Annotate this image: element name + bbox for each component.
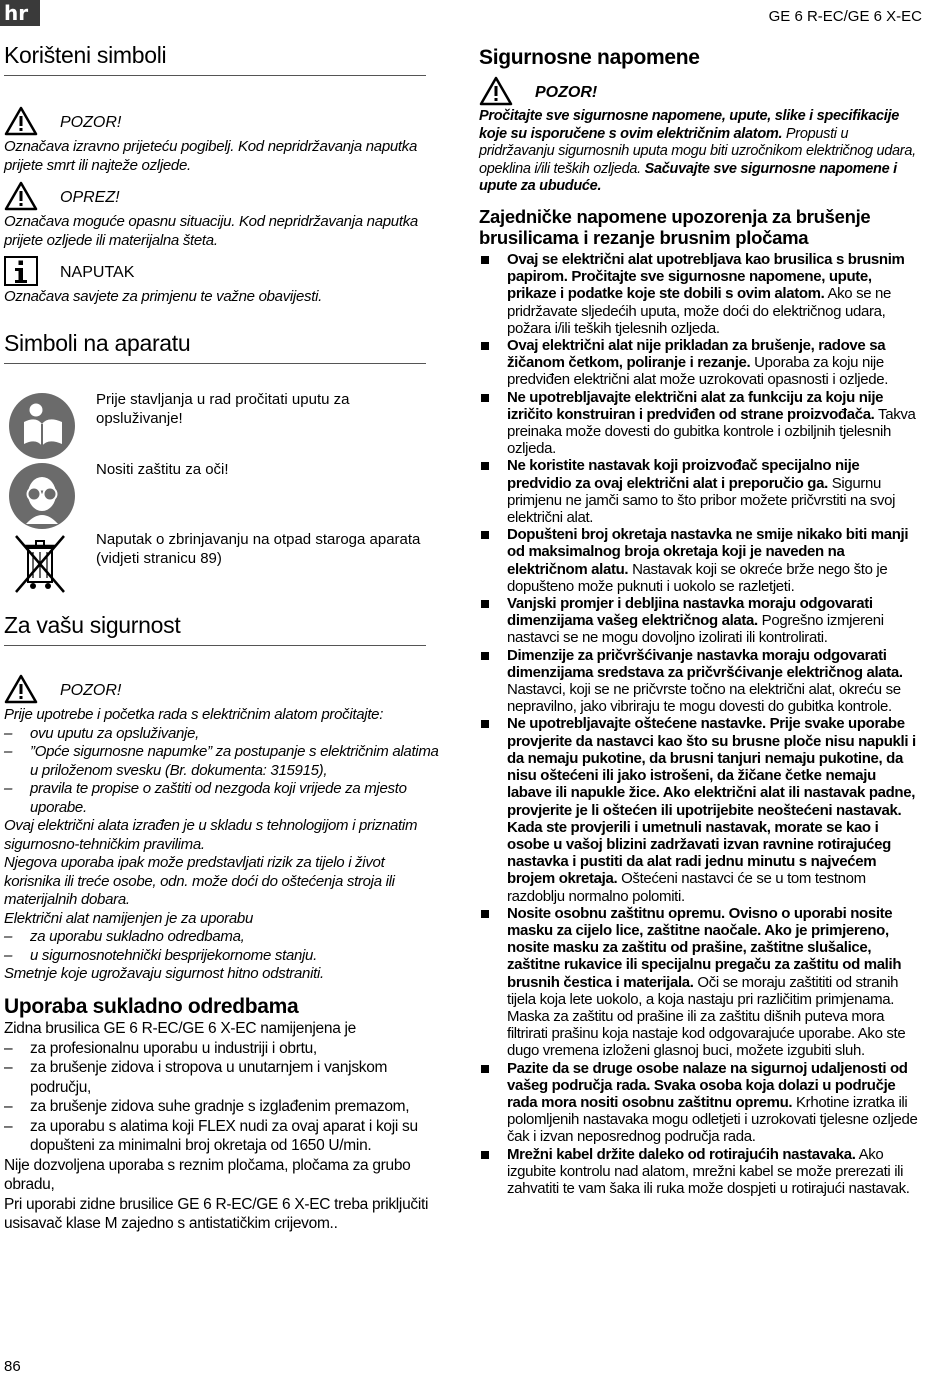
safety-item: – ovu uputu za opsluživanje,	[4, 725, 442, 744]
safety-notes-warning	[479, 78, 919, 196]
usage-section	[4, 995, 442, 1234]
eye-protection-text: Nositi zaštitu za oči!	[96, 461, 229, 478]
eye-protection-icon	[8, 462, 76, 535]
naputak-label: NAPUTAK	[60, 264, 135, 281]
page-number: 86	[4, 1358, 21, 1375]
warning-item: Mrežni kabel držite daleko od rotirajućih nastavaka. Ako izgubite kontrolu nad alatom, mrežni kabel se može prerezati ili zahvatiti te vam šaka ili ruka može dospjeti u rotirajući nastavak.	[479, 1146, 919, 1198]
oprez-symbol-block	[4, 183, 424, 250]
model-header: GE 6 R-EC/GE 6 X-EC	[768, 8, 922, 25]
warning-paragraph: Pročitajte sve sigurnosne napomene, upute, slike i specifikacije koje su isporučene s ovim električnim alatom. Propusti u pridržavanju sigurnosnih uputa mogu biti uzročnikom električnog udara, opeklina i/ili teških ozljeda. Sačuvajte sve sigurnosne napomene i upute za ubuduće.	[479, 108, 916, 194]
usage-item: – za brušenje zidova i stropova u unutarnjem i vanjskom području,	[4, 1058, 442, 1097]
warning-item: Dimenzije za pričvršćivanje nastavka moraju odgovarati dimenzijama sredstava za pričvršćivanje električnog alata. Nastavci, koji se ne pričvrste točno na električni alat, okreću se nepravilno, jako vibriraju te mogu dovesti do gubitka kontrole.	[479, 647, 919, 716]
usage-intro: Zidna brusilica GE 6 R-EC/GE 6 X-EC namijenjena je	[4, 1020, 356, 1037]
pozor-symbol-block	[4, 108, 424, 175]
disposal-text: Naputak o zbrinjavanju na otpad staroga aparata (vidjeti stranicu 89)	[96, 531, 421, 567]
naputak-symbol-block	[4, 258, 424, 307]
safety-item: – za uporabu sukladno odredbama,	[4, 928, 442, 947]
oprez-text: Označava moguće opasnu situaciju. Kod nepridržavanja naputka prijete ozljede ili materijalna šteta.	[4, 213, 418, 249]
info-icon	[4, 256, 38, 291]
safety-item: – u sigurnosnotehnički besprijekornome stanju.	[4, 947, 442, 966]
safety-notes-title: Sigurnosne napomene	[479, 46, 700, 69]
warning-triangle-icon	[4, 106, 38, 141]
safety-pozor-label: POZOR!	[60, 682, 122, 699]
pozor-label: POZOR!	[60, 114, 122, 131]
safety-para: Smetnje koje ugrožavaju sigurnost hitno odstraniti.	[4, 965, 324, 982]
safety-title: Za vašu sigurnost	[4, 612, 426, 646]
safety-intro: Prije upotrebe i početka rada s električnim alatom pročitajte:	[4, 706, 384, 723]
warning-item: Dopušteni broj okretaja nastavka ne smije nikako biti manji od maksimalnog broja okretaja koji je naveden na električnom alatu. Nastavak koji se okreće brže nego što je dopušteno može puknuti i uokolo se razletjeti.	[479, 526, 919, 595]
warnings-list	[479, 251, 919, 1197]
usage-title: Uporaba sukladno odredbama	[4, 995, 299, 1018]
naputak-text: Označava savjete za primjenu te važne obavijesti.	[4, 288, 322, 305]
pozor-text: Označava izravno prijeteću pogibelj. Kod nepridržavanja naputka prijete smrt ili najteže ozljede.	[4, 138, 418, 174]
caution-triangle-icon	[4, 181, 38, 216]
usage-item: – za uporabu s alatima koji FLEX nudi za ovaj aparat i koji su dopušteni za minimalni broj okretaja od 1650 U/min.	[4, 1117, 442, 1156]
right-pozor-label: POZOR!	[535, 84, 598, 101]
warning-item: Nosite osobnu zaštitnu opremu. Ovisno o uporabi nosite masku za cijelo lice, zaštitne naočale. Ako je primjereno, nosite masku za zaštitu od prašine, zaštitne slušalice, zaštitne rukavice ili specijalnu pregaču za zaštitu od malih brusnih čestica i materijala. Oči se moraju zaštititi od stranih tijela koja lete uokolo, a koja nastaju pri različitim primjenama. Maska za zaštitu od prašine ili za zaštitu dišnih puteva mora filtrirati prašinu koja nastaje kod odgovarajuće uporabe. Ako ste dugo vremena izloženi glasnoj buci, možete izgubiti sluh.	[479, 905, 919, 1060]
safety-section	[4, 676, 442, 984]
read-manual-icon	[8, 392, 76, 465]
usage-para: Pri uporabi zidne brusilice GE 6 R-EC/GE 6 X-EC treba priključiti usisavač klase M zajedno s antistatičkim crijevom..	[4, 1195, 429, 1232]
safety-para: Njegova uporaba ipak može predstavljati rizik za tijelo i život korisnika ili treće osobe, odn. može doći do oštećenja stroja ili materijalnih dobara.	[4, 854, 395, 908]
device-symbols-title: Simboli na aparatu	[4, 330, 426, 364]
usage-item: – za profesionalnu uporabu u industriji i obrtu,	[4, 1039, 442, 1059]
safety-para: Električni alat namijenjen je za uporabu	[4, 909, 253, 927]
warning-item: Ne koristite nastavak koji proizvođač specijalno nije predvidio za ovaj električni alat i preporučio ga. Sigurnu primjenu ne jamči samo to što pribor možete pričvrstiti na svoj električni alat.	[479, 457, 919, 526]
crossed-bin-icon	[12, 532, 68, 601]
symbols-title: Korišteni simboli	[4, 42, 426, 76]
language-tag: hr	[0, 0, 40, 26]
warning-triangle-icon	[479, 76, 513, 111]
warning-item: Vanjski promjer i debljina nastavka moraju odgovarati dimenzijama vašeg električnog alata. Pogrešno izmjereni nastavci se ne mogu dovoljno izolirati ili kontrolirati.	[479, 595, 919, 647]
usage-para: Nije dozvoljena uporaba s reznim pločama, pločama za grubo obradu,	[4, 1156, 411, 1193]
read-manual-text: Prije stavljanja u rad pročitati uputu za opsluživanje!	[96, 391, 350, 427]
safety-item: – ”Opće sigurnosne napuтke” za postupanje s električnim alatima u priloženom svesku (Br. dokumenta: 315915),	[4, 743, 442, 780]
warning-item: Ovaj se električni alat upotrebljava kao brusilica s brusnim papirom. Pročitajte sve sigurnosne napomene, upute, prikaze i podatke koje ste dobili s ovim alatom. Ako se ne pridržavate sljedećih uputa, može doći do električnog udara, požara i/ili teških tjelesnih ozljeda.	[479, 251, 919, 337]
warning-item: Ne upotrebljavajte oštećene nastavke. Prije svake uporabe provjerite da nastavci kao što su brusne ploče nisu napukli i da nemaju pukotine, da brusni tanjuri nemaju pukotine, da nisu oštećeni ili jako istrošeni, da žičane četke nemaju labave ili napukle žice. Ako električni alat ili nastavak padne, provjerite je li oštećen ili upotrijebite neoštećeni nastavak. Kada ste provjerili i umetnuli nastavak, morate se kao i osobe u vašoj blizini zadržavati izvan ravnine rotirajućeg nastavka i pustiti da alat radi jednu minutu s najvećem brojem okretaja. Oštećeni nastavci će se u tom testnom razdoblju normalno polomiti.	[479, 715, 919, 904]
usage-item: – za brušenje zidova suhe gradnje s izglađenim premazom,	[4, 1097, 442, 1117]
warning-triangle-icon	[4, 674, 38, 709]
warning-item: Ovaj električni alat nije prikladan za brušenje, radove sa žičanom četkom, poliranje i rezanje. Uporaba za koju nije predviđen električni alat može uzrokovati opasnosti i ozljede.	[479, 337, 919, 389]
safety-item: – pravila te propise o zaštiti od nezgoda koji vrijede za mjesto uporabe.	[4, 780, 442, 817]
warning-item: Ne upotrebljavajte električni alat za funkciju za koju nije izričito konstruiran i predviđen od strane proizvođača. Takva preinaka može dovesti do gubitka kontrole i ozbiljnih tjelesnih ozljeda.	[479, 389, 919, 458]
warning-item: Pazite da se druge osobe nalaze na sigurnoj udaljenosti od vašeg područja rada. Svaka osoba koja dolazi u područje rada mora nositi osobnu zaštitnu opremu. Krhotine izratka ili polomljenih nastavaka mogu odletjeti i uzrokovati tjelesne ozljede čak i izvan neposrednog područja rada.	[479, 1060, 919, 1146]
oprez-label: OPREZ!	[60, 189, 120, 206]
safety-para: Ovaj električni alata izrađen je u skladu s tehnologijom i priznatim sigurnosno-tehničkim pravilima.	[4, 817, 418, 853]
common-warnings-title: Zajedničke napomene upozorenja za brušenje brusilicama i rezanje brusnim pločama	[479, 206, 871, 248]
